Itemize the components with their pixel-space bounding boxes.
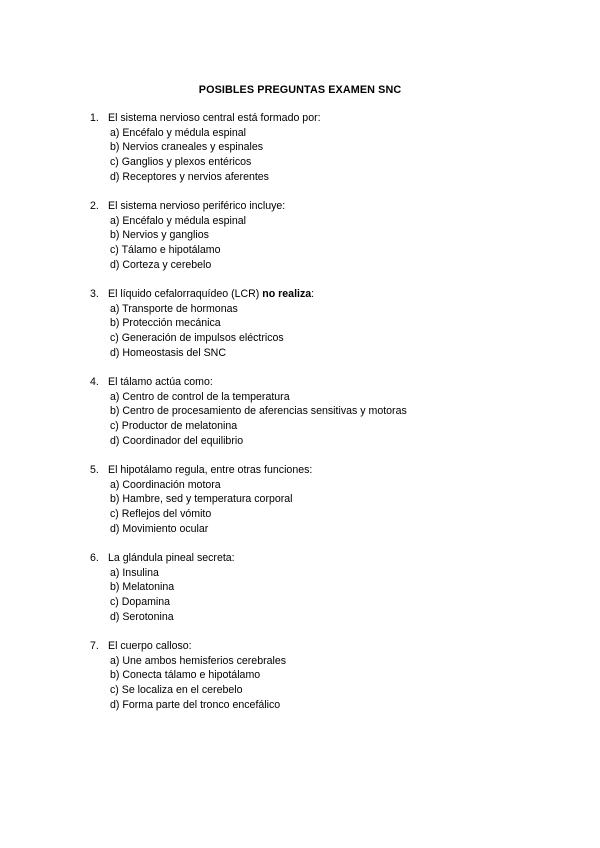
option-d: d) Forma parte del tronco encefálico — [110, 698, 281, 711]
question-number: 3. — [90, 288, 99, 300]
option-c: c) Reflejos del vómito — [110, 508, 212, 521]
question-1 — [90, 111, 570, 184]
option-a: a) Encéfalo y médula espinal — [110, 126, 247, 139]
option-c: c) Productor de melatonina — [110, 420, 238, 433]
question-number: 6. — [90, 552, 99, 564]
option-b: b) Protección mecánica — [110, 317, 221, 330]
option-b: b) Nervios craneales y espinales — [110, 141, 264, 154]
question-7 — [90, 639, 570, 712]
question-text: La glándula pineal secreta: — [108, 552, 235, 564]
question-text: El líquido cefalorraquídeo (LCR) — [108, 288, 263, 300]
option-b: b) Conecta tálamo e hipotálamo — [110, 669, 261, 682]
page-title: POSIBLES PREGUNTAS EXAMEN SNC — [198, 84, 402, 96]
option-b: b) Hambre, sed y temperatura corporal — [110, 493, 293, 506]
question-number: 7. — [90, 640, 99, 652]
question-text: El tálamo actúa como: — [108, 376, 213, 388]
option-a: a) Une ambos hemisferios cerebrales — [110, 654, 287, 667]
option-b: b) Nervios y ganglios — [110, 229, 209, 242]
question-number: 2. — [90, 200, 99, 212]
question-text: El cuerpo calloso: — [108, 640, 192, 652]
option-c: c) Ganglios y plexos entéricos — [110, 156, 252, 169]
option-d: d) Coordinador del equilibrio — [110, 434, 244, 447]
option-d: d) Movimiento ocular — [110, 522, 209, 535]
option-a: a) Centro de control de la temperatura — [110, 390, 290, 403]
option-a: a) Transporte de hormonas — [110, 302, 238, 315]
question-3 — [90, 287, 570, 360]
question-number: 4. — [90, 376, 99, 388]
question-text-end: : — [311, 288, 315, 300]
question-text: El sistema nervioso central está formado por: — [108, 112, 321, 124]
option-d: d) Receptores y nervios aferentes — [110, 170, 269, 183]
option-b: b) Melatonina — [110, 581, 175, 594]
option-a: a) Insulina — [110, 566, 159, 579]
option-b: b) Centro de procesamiento de aferencias sensitivas y motoras — [110, 405, 407, 418]
question-text: El sistema nervioso periférico incluye: — [108, 200, 286, 212]
question-4 — [90, 375, 570, 448]
question-5 — [90, 463, 570, 536]
question-6 — [90, 551, 570, 624]
question-2 — [90, 199, 570, 272]
option-d: d) Homeostasis del SNC — [110, 346, 226, 359]
option-d: d) Corteza y cerebelo — [110, 258, 212, 271]
question-text: El hipotálamo regula, entre otras funciones: — [108, 464, 313, 476]
question-emphasis: no realiza — [262, 288, 312, 300]
option-d: d) Serotonina — [110, 610, 174, 623]
option-c: c) Generación de impulsos eléctricos — [110, 332, 284, 345]
option-a: a) Encéfalo y médula espinal — [110, 214, 247, 227]
question-number: 1. — [90, 112, 99, 124]
option-c: c) Dopamina — [110, 596, 171, 609]
question-number: 5. — [90, 464, 99, 476]
option-c: c) Tálamo e hipotálamo — [110, 244, 221, 257]
option-c: c) Se localiza en el cerebelo — [110, 684, 243, 697]
option-a: a) Coordinación motora — [110, 478, 221, 491]
